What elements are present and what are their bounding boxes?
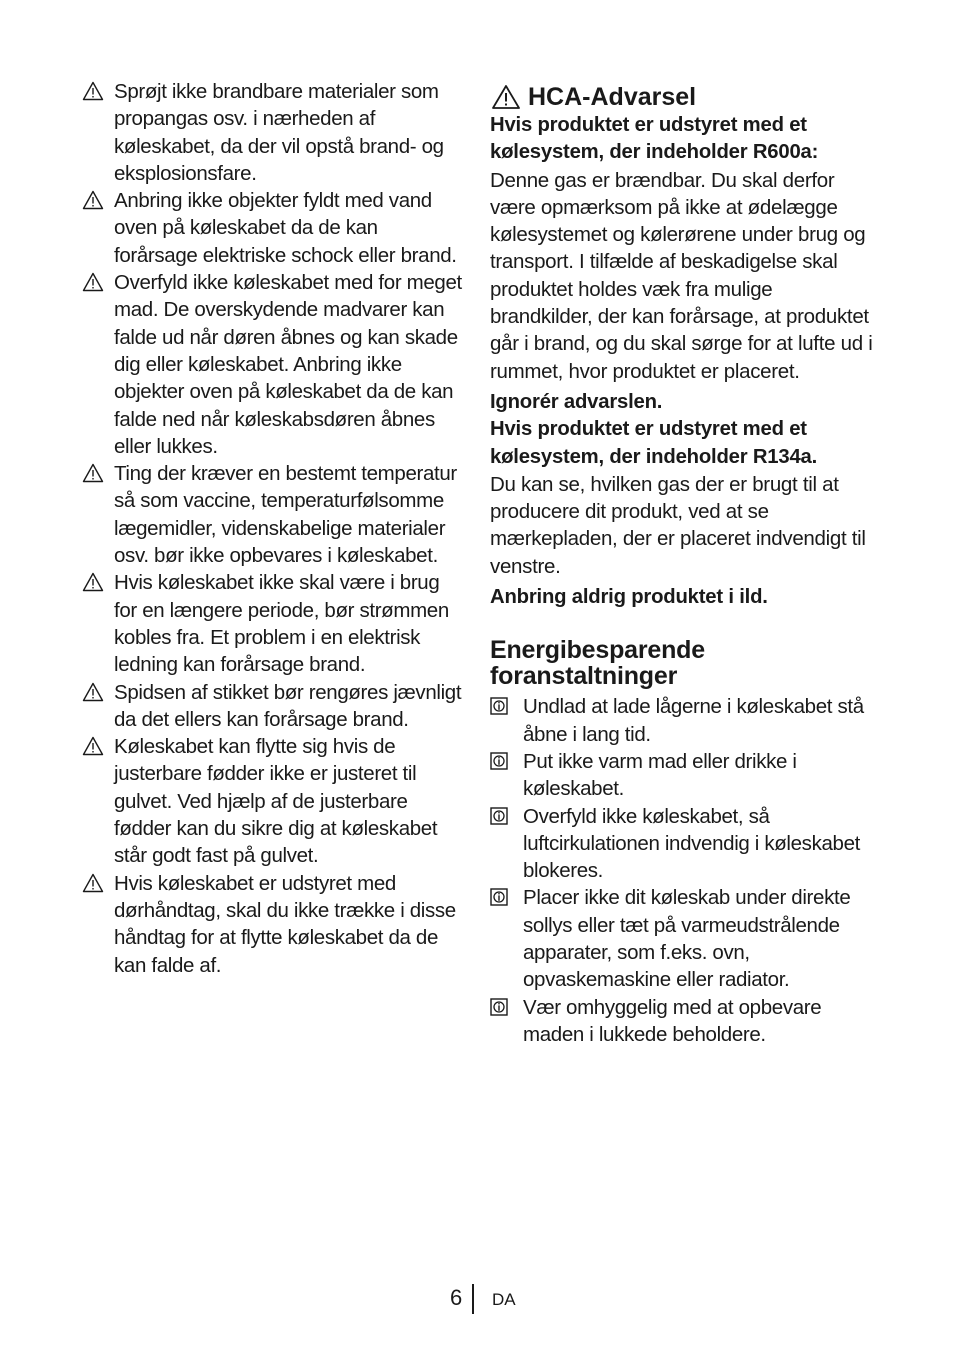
info-text: Put ikke varm mad eller drikke i køleskabet.	[523, 749, 797, 801]
info-text: Vær omhyggelig med at opbevare maden i lukkede beholdere.	[523, 995, 822, 1046]
hca-title-text: HCA-Advarsel	[528, 83, 697, 111]
warning-triangle-icon	[82, 272, 104, 292]
warning-item	[82, 78, 462, 187]
warning-triangle-icon	[82, 682, 104, 702]
warning-triangle-icon	[82, 873, 104, 893]
info-icon	[490, 697, 508, 715]
warning-item	[82, 679, 462, 734]
language-code: DA	[492, 1290, 516, 1309]
warning-text: Køleskabet kan flytte sig hvis de justerbare fødder ikke er justeret til gulvet. Ved hjælp af de justerbare fødder kan du sikre dig at køleskabet står godt fast på gulvet.	[114, 735, 438, 868]
info-icon	[490, 807, 508, 825]
info-item	[490, 884, 874, 993]
warning-item	[82, 870, 462, 979]
warning-triangle-icon	[82, 81, 104, 101]
warning-item	[82, 269, 462, 460]
energy-heading: Energibesparende foranstaltninger	[490, 636, 705, 691]
warning-text: Anbring ikke objekter fyldt med vand oven på køleskabet da de kan forårsage elektriske schock eller brand.	[114, 189, 457, 267]
warning-text: Overfyld ikke køleskabet med for meget mad. De overskydende madvarer kan falde ud når døren åbnes og kan skade dig eller køleskabet. Anbring ikke objekter oven på køleskabet da de kan falde ned når køleskabsdøren åbnes eller lukkes.	[114, 271, 462, 458]
r134a-text: Du kan se, hvilken gas der er brugt til at producere dit produkt, ved at se mærkepladen, der er placeret indvendigt til venstre.	[490, 472, 866, 578]
warning-text: Hvis køleskabet ikke skal være i brug for en længere periode, bør strømmen kobles fra. Et problem i en elektrisk ledning kan forårsage brand.	[114, 571, 449, 677]
warning-item	[82, 187, 462, 269]
page-footer	[0, 1284, 954, 1316]
info-text: Placer ikke dit køleskab under direkte sollys eller tæt på varmeudstrålende apparater, som f.eks. ovn, opvaskemaskine eller radiator.	[523, 886, 851, 992]
r134a-heading: Hvis produktet er udstyret med et kølesystem, der indeholder R134a.	[490, 418, 818, 468]
footer-divider	[472, 1284, 474, 1314]
warning-item	[82, 733, 462, 869]
ignore-warning: Ignorér advarslen.	[490, 390, 663, 413]
r600a-text: Denne gas er brændbar. Du skal derfor være opmærksom på ikke at ødelægge kølesystemet og kølerørene under brug og transport. I tilfælde af beskadigelse skal produktet holdes væk fra mulige brandkilder, der kan forårsage, at produktet går i brand, og du skal sørge for at lufte ud i rummet, hvor produktet er placeret.	[490, 168, 873, 383]
warning-triangle-icon	[82, 572, 104, 592]
warning-text: Spidsen af stikket bør rengøres jævnligt da det ellers kan forårsage brand.	[114, 680, 462, 731]
warning-text: Ting der kræver en bestemt temperatur så som vaccine, temperaturfølsomme lægemidler, videnskabelige materialer osv. bør ikke opbevares i køleskabet.	[114, 462, 457, 568]
info-text: Undlad at lade lågerne i køleskabet stå åbne i lang tid.	[523, 695, 864, 746]
info-item	[490, 994, 874, 1049]
warning-item	[82, 569, 462, 678]
info-item	[490, 693, 874, 748]
right-column	[490, 78, 874, 1048]
left-column	[82, 78, 462, 979]
info-icon	[490, 752, 508, 770]
warning-triangle-icon	[82, 463, 104, 483]
info-icon	[490, 888, 508, 906]
warning-text: Sprøjt ikke brandbare materialer som propangas osv. i nærheden af køleskabet, da der vil opstå brand- og eksplosionsfare.	[114, 80, 444, 185]
page-number: 6	[450, 1285, 463, 1310]
info-icon	[490, 998, 508, 1016]
info-item	[490, 748, 874, 803]
warning-triangle-icon	[491, 84, 521, 110]
warning-text: Hvis køleskabet er udstyret med dørhåndtag, skal du ikke trække i disse håndtag for at flytte køleskabet da de kan falde af.	[114, 871, 456, 977]
info-item	[490, 803, 874, 885]
never-fire: Anbring aldrig produktet i ild.	[490, 586, 768, 609]
hca-title	[490, 82, 874, 112]
warning-triangle-icon	[82, 736, 104, 756]
info-text: Overfyld ikke køleskabet, så luftcirkulationen indvendig i køleskabet blokeres.	[523, 804, 860, 883]
r600a-heading: Hvis produktet er udstyret med et kølesystem, der indeholder R600a:	[490, 114, 819, 164]
warning-item	[82, 460, 462, 569]
warning-triangle-icon	[82, 190, 104, 210]
